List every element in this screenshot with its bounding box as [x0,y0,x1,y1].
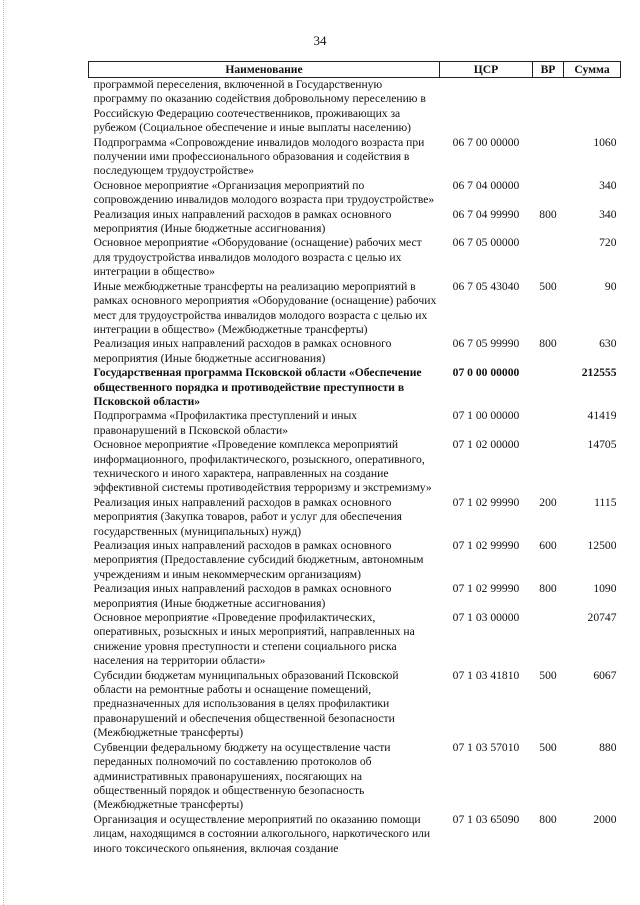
row-vr: 800 [539,582,557,596]
row-vr: 600 [539,539,557,552]
table-row [89,669,621,741]
table-row [89,236,621,279]
row-csr: 06 7 04 99990 [452,207,520,221]
row-csr: 07 1 03 00000 [452,611,520,625]
row-csr: 06 7 05 99990 [452,337,520,351]
row-csr: 06 7 00 00000 [452,135,520,149]
row-csr: 07 1 02 00000 [452,438,520,452]
header-name: Наименование [89,62,440,78]
row-sum: 1090 [593,582,617,596]
table-row [89,611,621,669]
row-name: Реализация иных направлений расходов в рамках основного мероприятия (Закупка товаров, работ и услуг для обеспечения государственных (муниципальных) нужд) [93,495,402,538]
row-csr: 07 0 00 00000 [452,366,520,380]
row-vr [533,179,564,208]
budget-table [88,61,621,856]
row-csr: 07 1 03 41810 [452,668,520,682]
row-vr: 800 [539,207,557,221]
row-name: Реализация иных направлений расходов в рамках основного мероприятия (Иные бюджетные ассигнования) [93,207,392,236]
row-vr [533,366,564,409]
row-csr: 06 7 05 00000 [452,236,520,250]
row-csr: 07 1 00 00000 [452,409,520,423]
table-row [89,582,621,611]
row-sum [564,78,621,136]
row-name: Подпрограмма «Профилактика преступлений и иных правонарушений в Псковской области» [93,409,358,437]
row-sum: 880 [599,740,617,754]
row-csr: 07 1 03 57010 [452,740,520,754]
page-number: 34 [313,33,327,48]
row-name: Государственная программа Псковской области «Обеспечение общественного порядка и противодействие преступности в Псковской области» [93,366,422,408]
row-sum: 41419 [587,409,617,423]
row-csr: 06 7 05 43040 [452,279,520,293]
header-csr: ЦСР [440,62,533,78]
row-sum: 2000 [593,812,617,826]
row-sum: 6067 [593,668,617,682]
row-vr [533,236,564,279]
table-row [89,337,621,366]
row-name: программой переселения, включенной в Государственную программу по оказанию содействия добровольному переселению в Российскую Федерацию соотечественников, проживающих за рубежом (Социальное обеспечение и иные выплаты населению) [93,78,426,135]
row-sum: 12500 [587,539,617,552]
row-csr [440,78,533,136]
row-vr [533,438,564,496]
row-sum: 340 [599,207,617,221]
row-vr: 800 [539,337,557,351]
row-csr: 07 1 02 99990 [452,582,520,596]
table-row [89,438,621,496]
row-name: Основное мероприятие «Проведение профилактических, оперативных, розыскных и иных мероприятий, направленных на снижение уровня преступности и степени социального риска населения на территории области» [93,611,415,668]
header-vr: ВР [533,62,564,78]
row-vr [533,409,564,438]
table-row [89,741,621,813]
row-name: Реализация иных направлений расходов в рамках основного мероприятия (Предоставление субсидий бюджетным, автономным учреждениям и иным некоммерческим организациям) [93,539,424,581]
row-vr [533,136,564,179]
table-header-row [89,62,621,78]
table-row [89,409,621,438]
row-sum: 1115 [594,495,617,509]
row-sum: 720 [599,236,617,250]
table-row [89,366,621,409]
row-vr: 500 [539,279,557,293]
table-row [89,208,621,237]
row-sum: 212555 [581,366,617,380]
row-vr: 200 [539,495,557,509]
row-name: Основное мероприятие «Организация мероприятий по сопровождению инвалидов молодого возраста при трудоустройстве» [93,178,435,207]
row-vr: 500 [539,668,557,682]
row-sum: 340 [599,178,617,192]
row-name: Реализация иных направлений расходов в рамках основного мероприятия (Иные бюджетные ассигнования) [93,337,392,365]
table-row [89,496,621,539]
table-row [89,280,621,338]
row-name: Иные межбюджетные трансферты на реализацию мероприятий в рамках основного мероприятия «Оборудование (оснащение) рабочих мест для трудоустройства инвалидов молодого возраста с целью их интеграции в общество» (Межбюджетные трансферты) [93,279,437,336]
row-name: Субсидии бюджетам муниципальных образований Псковской области на ремонтные работы и оснащение помещений, предназначенных для использования в целях профилактики правонарушений и обеспечения общественной безопасности (Межбюджетные трансферты) [93,668,399,740]
row-csr: 07 1 02 99990 [452,539,520,552]
row-name: Реализация иных направлений расходов в рамках основного мероприятия (Иные бюджетные ассигнования) [93,582,392,610]
table-row [89,539,621,582]
table-row [89,813,621,856]
row-sum: 20747 [587,611,617,625]
row-name: Субвенции федеральному бюджету на осуществление части переданных полномочий по составлению протоколов об административных правонарушениях, посягающих на общественный порядок и общественную безопасность (Межбюджетные трансферты) [93,740,391,812]
row-name: Основное мероприятие «Проведение комплекса мероприятий информационного, профилактического, розыскного, оперативного, технического и иного характера, направленных на создание эффективной системы противодействия терроризму и экстремизму» [93,438,432,495]
row-name: Организация и осуществление мероприятий по оказанию помощи лицам, находящимся в состоянии алкогольного, наркотического или иного токсического опьянения, включая создание [93,812,431,855]
row-sum: 1060 [593,135,617,149]
table-row [89,78,621,136]
table-row [89,136,621,179]
row-csr: 06 7 04 00000 [452,178,520,192]
header-sum: Сумма [564,62,621,78]
row-name: Подпрограмма «Сопровождение инвалидов молодого возраста при получении ими профессионального образования и содействия в последующем трудоустройстве» [93,135,425,178]
row-sum: 90 [604,279,617,293]
row-name: Основное мероприятие «Оборудование (оснащение) рабочих мест для трудоустройства инвалидов молодого возраста с целью их интеграции в общество» [93,236,422,279]
row-vr: 800 [539,812,557,826]
row-vr: 500 [539,740,557,754]
row-csr: 07 1 02 99990 [452,495,520,509]
row-sum: 630 [599,337,617,351]
row-sum: 14705 [587,438,617,452]
table-row [89,179,621,208]
row-csr: 07 1 03 65090 [452,812,520,826]
row-vr [533,611,564,669]
row-vr [533,78,564,136]
scan-edge [3,0,5,905]
